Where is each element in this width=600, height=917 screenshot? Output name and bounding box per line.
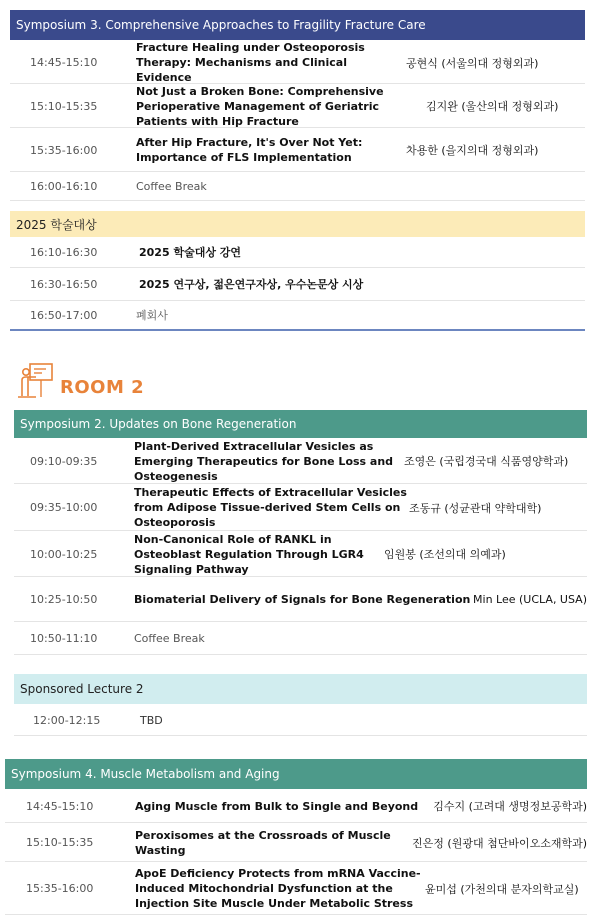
table-row	[14, 705, 587, 736]
session-speaker: 공현식 (서울의대 정형외과)	[406, 56, 539, 70]
session-title: TBD	[140, 713, 163, 727]
session-time: 14:45-15:10	[30, 56, 98, 69]
table-row	[10, 269, 585, 301]
session-title: Non-Canonical Role of RANKL in Osteoblast Regulation Through LGR4 Signaling Pathway	[134, 532, 364, 576]
table-row	[10, 302, 585, 329]
session-time: 16:00-16:10	[30, 180, 98, 193]
session-title: Not Just a Broken Bone: Comprehensive Perioperative Management of Geriatric Patients with Hip Fracture	[136, 84, 384, 128]
session-title: Plant-Derived Extracellular Vesicles as Emerging Therapeutics for Bone Loss and Osteogenesis	[134, 439, 394, 483]
session-time: 15:35-16:00	[26, 882, 94, 895]
session-time: 16:50-17:00	[30, 309, 98, 322]
table-row	[5, 790, 587, 823]
room-heading	[16, 360, 144, 404]
session-speaker: 윤미섭 (가천의대 분자의학교실)	[425, 882, 579, 896]
session-speaker: 김수지 (고려대 생명정보공학과)	[433, 800, 587, 813]
session-title: Therapeutic Effects of Extracellular Vesicles from Adipose Tissue-derived Stem Cells on Osteoporosis	[134, 486, 407, 529]
section-divider	[10, 329, 585, 331]
table-row	[10, 173, 585, 201]
session-title: 폐회사	[136, 309, 168, 322]
session-time: 15:10-15:35	[26, 836, 94, 849]
symposium2-title: Symposium 2. Updates on Bone Regeneration	[20, 417, 297, 431]
session-title: 2025 학술대상 강연	[139, 246, 242, 259]
symposium4-header	[5, 759, 587, 789]
session-speaker: 차용한 (을지의대 정형외과)	[406, 144, 539, 157]
session-time: 15:10-15:35	[30, 99, 98, 113]
session-speaker: 조동규 (성균관대 약학대학)	[409, 501, 542, 515]
table-row	[10, 42, 585, 84]
table-row	[5, 824, 587, 862]
sponsored-title: Sponsored Lecture 2	[20, 682, 144, 696]
session-title: Peroxisomes at the Crossroads of Muscle Wasting	[135, 828, 391, 857]
table-row	[14, 623, 587, 655]
session-time: 16:30-16:50	[30, 278, 98, 291]
presenter-board-icon	[16, 360, 56, 404]
session-speaker: 임원봉 (조선의대 의예과)	[384, 548, 506, 561]
table-row	[10, 129, 585, 172]
symposium3-header	[10, 10, 585, 40]
session-speaker: 조영은 (국립경국대 식품영양학과)	[404, 455, 569, 468]
session-time: 09:10-09:35	[30, 454, 98, 468]
table-row	[14, 578, 587, 622]
session-title: Fracture Healing under Osteoporosis Therapy: Mechanisms and Clinical Evidence	[136, 41, 365, 84]
session-time: 12:00-12:15	[33, 713, 101, 727]
sponsored-header	[14, 674, 587, 704]
session-title: After Hip Fracture, It's Over Not Yet: Importance of FLS Implementation	[136, 136, 363, 164]
session-time: 16:10-16:30	[30, 246, 98, 259]
session-title: Coffee Break	[136, 180, 207, 193]
symposium3-title: Symposium 3. Comprehensive Approaches to Fragility Fracture Care	[16, 18, 426, 32]
session-speaker: 김지완 (울산의대 정형외과)	[426, 100, 559, 113]
session-title: Biomaterial Delivery of Signals for Bone Regeneration	[134, 593, 471, 606]
session-time: 15:35-16:00	[30, 143, 98, 157]
session-title: 2025 연구상, 젊은연구자상, 우수논문상 시상	[139, 278, 364, 291]
session-title: Aging Muscle from Bulk to Single and Beyond	[135, 799, 419, 813]
table-row	[14, 532, 587, 577]
session-time: 14:45-15:10	[26, 799, 94, 813]
session-time: 10:00-10:25	[30, 547, 98, 561]
session-time: 09:35-10:00	[30, 501, 98, 514]
award-header	[10, 211, 585, 237]
session-speaker: Min Lee (UCLA, USA)	[473, 593, 587, 606]
symposium4-title: Symposium 4. Muscle Metabolism and Aging	[11, 767, 280, 781]
table-row	[10, 85, 585, 128]
table-row	[5, 863, 587, 915]
session-time: 10:50-11:10	[30, 632, 98, 645]
session-title: ApoE Deficiency Protects from mRNA Vaccine-Induced Mitochondrial Dysfunction at the Injection Site Muscle Under Metabolic Stress	[135, 867, 421, 910]
session-time: 10:25-10:50	[30, 593, 98, 606]
table-row	[14, 485, 587, 531]
room-label: ROOM 2	[60, 377, 145, 398]
table-row	[10, 238, 585, 268]
award-title: 2025 학술대상	[16, 217, 97, 232]
session-title: Coffee Break	[134, 632, 205, 645]
table-row	[14, 439, 587, 484]
symposium2-header	[14, 410, 587, 438]
session-speaker: 진은정 (원광대 첨단바이오소재학과)	[412, 836, 587, 850]
